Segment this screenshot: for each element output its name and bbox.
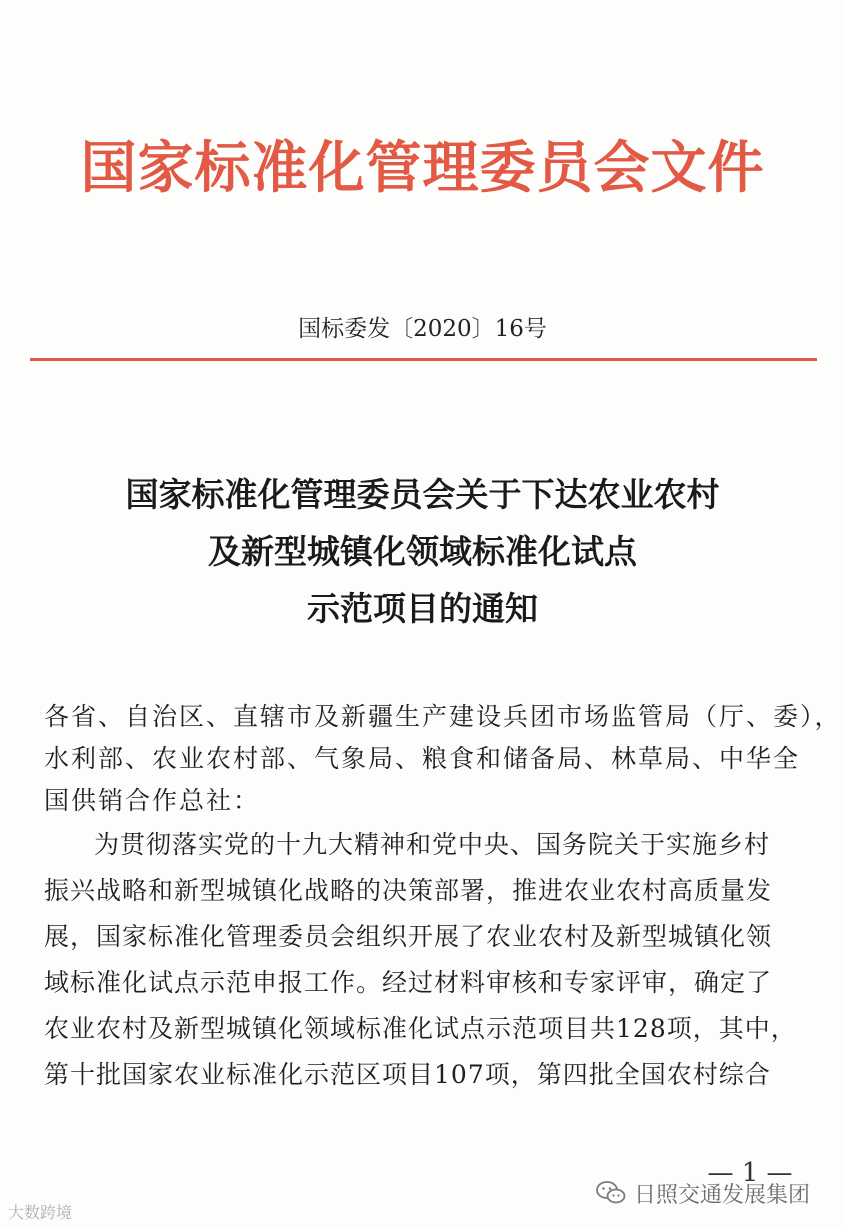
body-line-6: 第十批国家农业标准化示范区项目107项，第四批全国农村综合 (44, 1060, 771, 1089)
red-divider-line (30, 358, 817, 361)
addressee-line-1: 各省、自治区、直辖市及新疆生产建设兵团市场监管局（厅、委）， (44, 702, 842, 731)
watermark-left: 大数跨境 (8, 1203, 73, 1222)
notice-title-line-3: 示范项目的通知 (307, 589, 538, 628)
body-line-3: 展，国家标准化管理委员会组织开展了农业农村及新型城镇化领 (44, 922, 773, 951)
notice-title-line-1: 国家标准化管理委员会关于下达农业农村 (125, 475, 720, 514)
watermark-right-text: 日照交通发展集团 (634, 1182, 811, 1208)
notice-title-line-2: 及新型城镇化领域标准化试点 (208, 532, 637, 571)
addressee-line-2: 水利部、农业农村部、气象局、粮食和储备局、林草局、中华全 (44, 744, 801, 773)
body-line-4: 域标准化试点示范申报工作。经过材料审核和专家评审，确定了 (44, 968, 773, 997)
notice-title (0, 466, 845, 637)
document-number: 国标委发〔2020〕16号 (298, 316, 547, 342)
page-number: — 1 — (707, 1158, 793, 1188)
body-line-5: 农业农村及新型城镇化领域标准化试点示范项目共128项，其中， (44, 1014, 797, 1043)
addressee-line-3: 国供销合作总社： (44, 786, 261, 815)
addressee-block (44, 696, 842, 822)
body-line-1: 为贯彻落实党的十九大精神和党中央、国务院关于实施乡村 (94, 830, 771, 859)
body-line-2: 振兴战略和新型城镇化战略的决策部署，推进农业农村高质量发 (44, 876, 773, 905)
watermark-right (596, 1176, 810, 1210)
body-paragraph (44, 822, 824, 1098)
wechat-icon (596, 1180, 626, 1206)
org-header-title: 国家标准化管理委员会文件 (80, 135, 765, 201)
